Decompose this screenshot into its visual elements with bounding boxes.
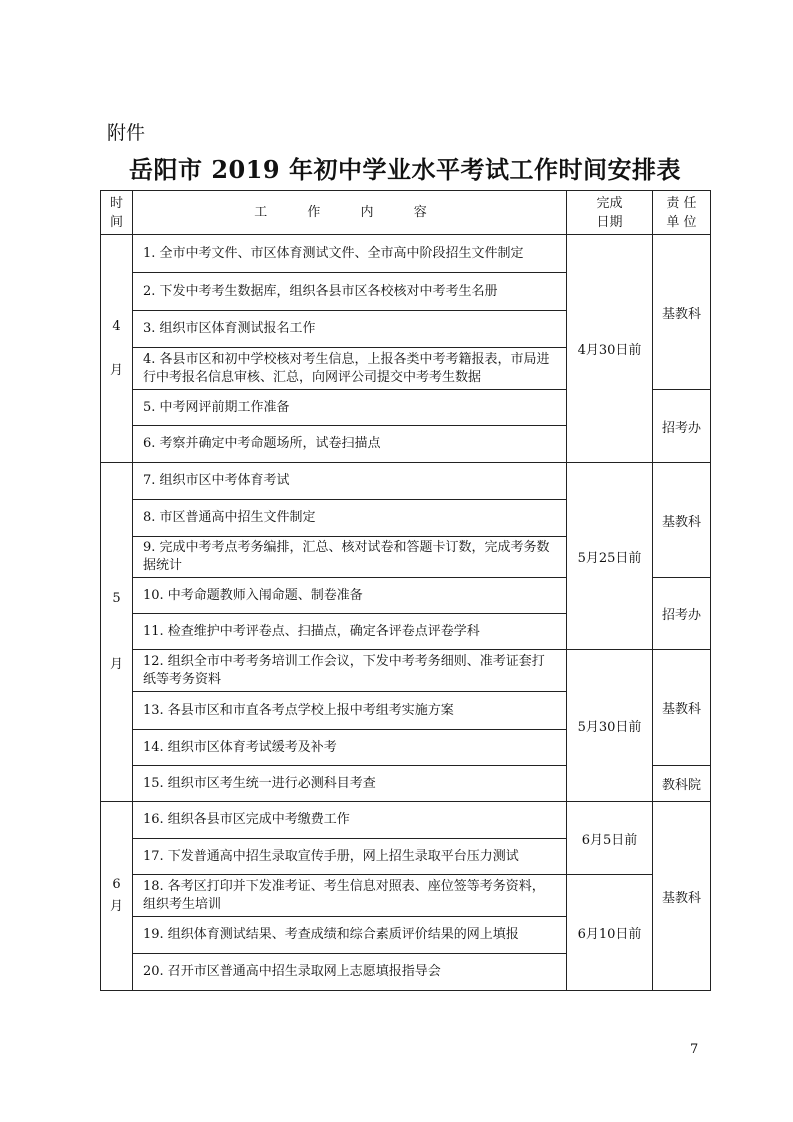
unit-cell: 招考办 bbox=[653, 578, 711, 650]
table-row bbox=[101, 875, 711, 917]
task-item: 8. 市区普通高中招生文件制定 bbox=[133, 500, 567, 537]
header-work: 工 作 内 容 bbox=[133, 191, 567, 235]
task-item: 16. 组织各县市区完成中考缴费工作 bbox=[133, 802, 567, 839]
month-may: 5 月 bbox=[101, 463, 133, 802]
document-title: 岳阳市 2019 年初中学业水平考试工作时间安排表 bbox=[128, 155, 681, 184]
task-item: 10. 中考命题教师入闱命题、制卷准备 bbox=[133, 578, 567, 614]
task-item: 7. 组织市区中考体育考试 bbox=[133, 463, 567, 500]
task-item: 3. 组织市区体育测试报名工作 bbox=[133, 311, 567, 348]
task-item: 13. 各县市区和市直各考点学校上报中考组考实施方案 bbox=[133, 692, 567, 730]
task-item: 5. 中考网评前期工作准备 bbox=[133, 390, 567, 426]
task-item: 2. 下发中考考生数据库，组织各县市区各校核对中考考生名册 bbox=[133, 273, 567, 311]
header-unit: 责 任 单 位 bbox=[653, 191, 711, 235]
due-date-cell: 6月5日前 bbox=[567, 802, 653, 875]
unit-cell: 基教科 bbox=[653, 235, 711, 390]
task-item: 1. 全市中考文件、市区体育测试文件、全市高中阶段招生文件制定 bbox=[133, 235, 567, 273]
month-april: 4 月 bbox=[101, 235, 133, 463]
task-item: 17. 下发普通高中招生录取宣传手册，网上招生录取平台压力测试 bbox=[133, 839, 567, 875]
table-row bbox=[101, 650, 711, 692]
task-item: 4. 各县市区和初中学校核对考生信息，上报各类中考考籍报表，市局进行中考报名信息审核、汇总，向网评公司提交中考考生数据 bbox=[133, 348, 567, 390]
task-item: 15. 组织市区考生统一进行必测科目考查 bbox=[133, 766, 567, 802]
task-item: 9. 完成中考考点考务编排，汇总、核对试卷和答题卡订数，完成考务数据统计 bbox=[133, 537, 567, 578]
task-item: 19. 组织体育测试结果、考查成绩和综合素质评价结果的网上填报 bbox=[133, 917, 567, 954]
task-item: 14. 组织市区体育考试缓考及补考 bbox=[133, 730, 567, 766]
header-row bbox=[101, 191, 711, 235]
due-date-cell: 5月25日前 bbox=[567, 463, 653, 650]
page-number: 7 bbox=[690, 1042, 699, 1057]
due-date-cell: 5月30日前 bbox=[567, 650, 653, 802]
table-row bbox=[101, 235, 711, 273]
task-item: 20. 召开市区普通高中招生录取网上志愿填报指导会 bbox=[133, 954, 567, 991]
due-date-cell: 6月10日前 bbox=[567, 875, 653, 991]
due-date-cell: 4月30日前 bbox=[567, 235, 653, 463]
month-june: 6 月 bbox=[101, 802, 133, 991]
header-due-date: 完成 日期 bbox=[567, 191, 653, 235]
unit-cell: 基教科 bbox=[653, 463, 711, 578]
table-row bbox=[101, 802, 711, 839]
attachment-label: 附件 bbox=[107, 122, 146, 144]
task-item: 6. 考察并确定中考命题场所，试卷扫描点 bbox=[133, 426, 567, 463]
task-item: 18. 各考区打印并下发准考证、考生信息对照表、座位签等考务资料，组织考生培训 bbox=[133, 875, 567, 917]
task-item: 11. 检查维护中考评卷点、扫描点，确定各评卷点评卷学科 bbox=[133, 614, 567, 650]
header-time: 时 间 bbox=[101, 191, 133, 235]
task-item: 12. 组织全市中考考务培训工作会议，下发中考考务细则、准考证套打纸等考务资料 bbox=[133, 650, 567, 692]
table-row bbox=[101, 463, 711, 500]
unit-cell: 基教科 bbox=[653, 650, 711, 766]
unit-cell: 招考办 bbox=[653, 390, 711, 463]
schedule-table bbox=[100, 190, 711, 991]
unit-cell: 基教科 bbox=[653, 802, 711, 991]
unit-cell: 教科院 bbox=[653, 766, 711, 802]
